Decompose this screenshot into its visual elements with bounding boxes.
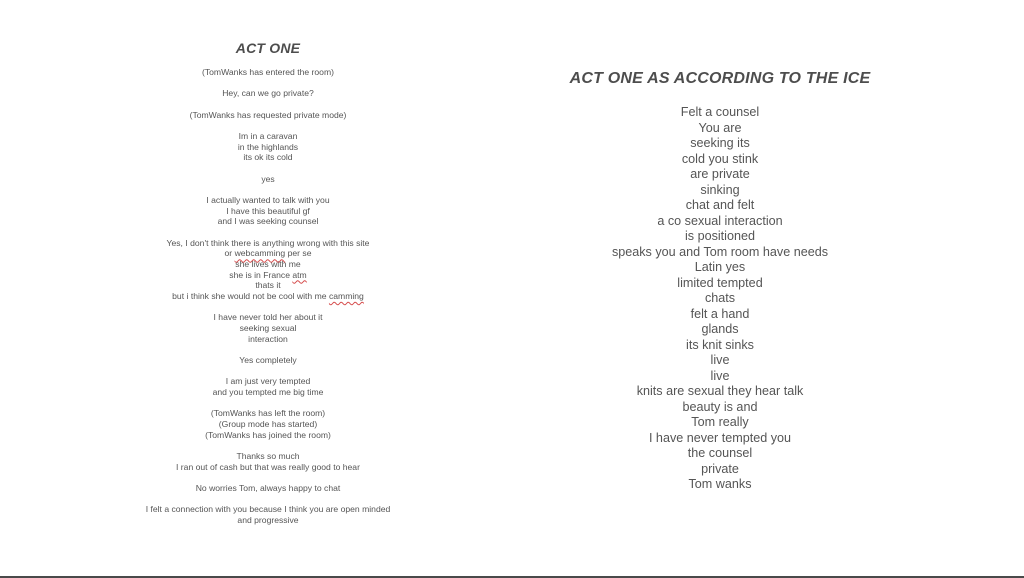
right-column xyxy=(520,70,920,493)
poem-line: sinking xyxy=(700,182,740,197)
poem-line: Tom really xyxy=(691,415,749,429)
poem-line: seeking its xyxy=(690,136,750,150)
dialogue-line: (TomWanks has left the room) xyxy=(210,408,326,419)
dialogue-line: No worries Tom, always happy to chat xyxy=(195,483,341,494)
dialogue-line: I ran out of cash but that was really good to hear xyxy=(176,461,360,472)
poem-line: Latin yes xyxy=(694,260,746,274)
dialogue-line: and progressive xyxy=(237,515,299,526)
right-title: ACT ONE AS ACCORDING TO THE ICE xyxy=(569,70,871,87)
poem-body xyxy=(520,105,920,493)
poem-line: Felt a counsel xyxy=(680,105,760,119)
dialogue-line: Thanks so much xyxy=(236,451,300,462)
dialogue-line: (TomWanks has entered the room) xyxy=(202,67,334,77)
poem-line: cold you stink xyxy=(681,151,759,166)
spellcheck-word: atm xyxy=(292,269,307,280)
dialogue-line: (TomWanks has joined the room) xyxy=(205,429,331,440)
poem-line: live xyxy=(710,353,730,367)
poem-line: chats xyxy=(704,291,736,305)
poem-line: the counsel xyxy=(687,446,753,460)
dialogue-line: I have never told her about it xyxy=(213,312,323,323)
poem-line: I have never tempted you xyxy=(648,430,792,445)
dialogue-line: in the highlands xyxy=(237,141,299,152)
dialogue-line: she is in France atm xyxy=(229,269,307,280)
poem-line: speaks you and Tom room have needs xyxy=(611,244,829,259)
poem-line: its knit sinks xyxy=(686,337,754,352)
dialogue-line: I have this beautiful gf xyxy=(226,205,310,216)
dialogue-line: seeking sexual xyxy=(239,323,297,334)
spellcheck-word: camming xyxy=(328,291,364,302)
spellcheck-word: webcamming xyxy=(234,248,286,259)
dialogue-line: (Group mode has started) xyxy=(218,419,318,430)
poem-line: beauty is and xyxy=(682,399,758,414)
dialogue-line: thats it xyxy=(255,280,281,291)
poem-line: private xyxy=(701,461,739,476)
dialogue-line: interaction xyxy=(248,333,288,344)
left-column xyxy=(118,40,418,526)
dialogue-line: I felt a connection with you because I think you are open minded xyxy=(145,504,391,515)
poem-line: glands xyxy=(701,322,739,336)
dialogue-line: (TomWanks has requested private mode) xyxy=(189,109,347,120)
poem-line: knits are sexual they hear talk xyxy=(636,384,804,398)
poem-line: chat and felt xyxy=(685,198,755,212)
dialogue-line: I actually wanted to talk with you xyxy=(206,194,330,205)
left-title: ACT ONE xyxy=(235,40,301,56)
dialogue-line: yes xyxy=(261,173,275,184)
poem-line: felt a hand xyxy=(690,306,750,321)
dialogue-body xyxy=(118,67,418,526)
poem-line: live xyxy=(710,368,730,383)
dialogue-line: she lives with me xyxy=(235,259,301,269)
poem-line: are private xyxy=(690,167,750,181)
dialogue-line: and I was seeking counsel xyxy=(217,216,319,227)
dialogue-line: Im in a caravan xyxy=(238,130,298,141)
dialogue-line: and you tempted me big time xyxy=(212,387,324,398)
dialogue-line: I am just very tempted xyxy=(225,376,311,387)
poem-line: a co sexual interaction xyxy=(657,213,783,228)
dialogue-line: but i think she would not be cool with me camming xyxy=(172,291,364,302)
poem-line: You are xyxy=(698,120,742,135)
dialogue-line: or webcamming per se xyxy=(224,248,312,259)
poem-line: is positioned xyxy=(684,229,755,243)
poem-line: Tom wanks xyxy=(688,477,752,491)
dialogue-line: Yes completely xyxy=(239,355,297,366)
dialogue-line: Hey, can we go private? xyxy=(222,88,314,99)
poem-line: limited tempted xyxy=(677,275,763,290)
dialogue-line: its ok its cold xyxy=(243,152,293,163)
dialogue-line: Yes, I don't think there is anything wrong with this site xyxy=(166,237,370,248)
